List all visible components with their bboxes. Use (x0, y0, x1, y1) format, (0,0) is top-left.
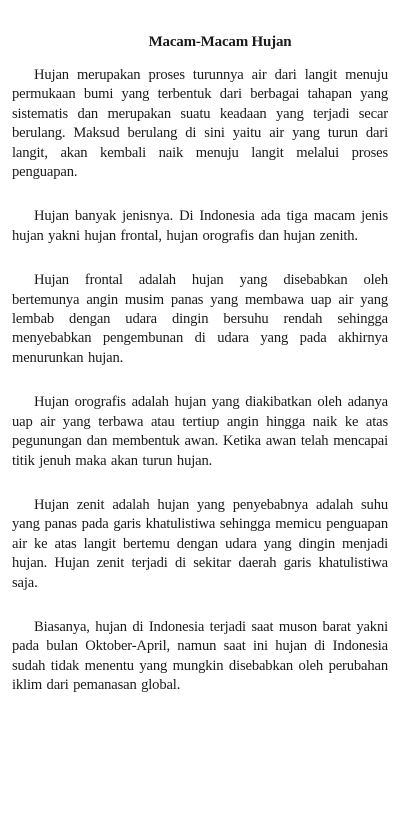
document-title: Macam-Macam Hujan (148, 34, 292, 50)
paragraph-intro: Hujan merupakan proses turunnya air dari langit menuju permukaan bumi yang terbentuk dari berbagai tahapan yang sistematis dan merupakan suatu keadaan yang terjadi secar berulang. Maksud berulang di sini yaitu air yang turun dari langit, akan kembali naik menuju langit melalui proses penguapan. (12, 67, 388, 181)
paragraph-zenit: Hujan zenit adalah hujan yang penyebabnya adalah suhu yang panas pada garis khatulistiwa sehingga memicu penguapan air ke atas langit bertemu dengan udara yang dingin menjadi hujan. Hujan zenit terjadi di sekitar daerah garis khatulistiwa saja. (12, 496, 388, 591)
paragraph-orografis: Hujan orografis adalah hujan yang diakibatkan oleh adanya uap air yang terbawa atau tertiup angin hingga naik ke atas pegunungan dan membentuk awan. Ketika awan telah mencapai titik jenuh maka akan turun hujan. (12, 394, 388, 469)
paragraph-types: Hujan banyak jenisnya. Di Indonesia ada tiga macam jenis hujan yakni hujan frontal, hujan orografis dan hujan zenith. (12, 208, 388, 244)
paragraph-frontal: Hujan frontal adalah hujan yang disebabkan oleh bertemunya angin musim panas yang membawa uap air yang lembab dengan udara dingin bersuhu rendah sehingga menyebabkan pengembunan di udara yang pada akhirnya menurunkan hujan. (12, 272, 388, 366)
document-page (12, 32, 388, 721)
paragraph-musim: Biasanya, hujan di Indonesia terjadi saat muson barat yakni pada bulan Oktober-April, namun saat ini hujan di Indonesia sudah tidak menentu yang mungkin disebabkan oleh perubahan iklim dari pemanasan global. (12, 618, 388, 694)
